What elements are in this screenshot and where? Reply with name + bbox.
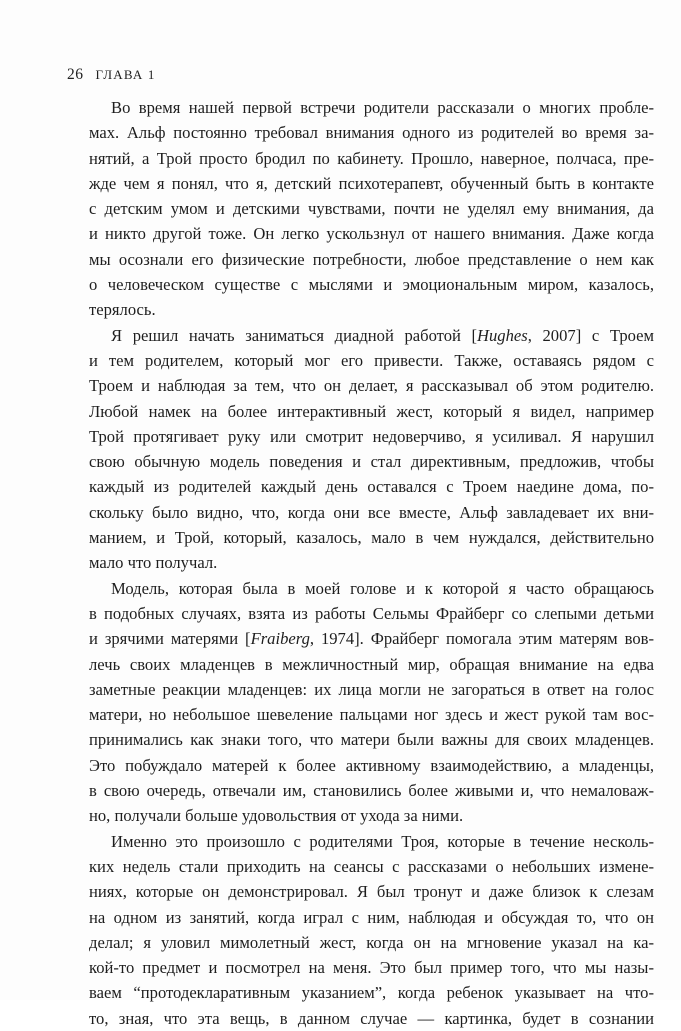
text-line: с детским умом и детскими чувствами, почти не уделял ему внимания, да bbox=[89, 199, 654, 219]
text-line: мало что получал. bbox=[89, 553, 218, 573]
text-line: Именно это произошло с родителями Троя, которые в течение несколь- bbox=[111, 831, 654, 851]
text-line: Во время нашей первой встречи родители рассказали о многих пробле- bbox=[111, 98, 654, 117]
paragraph bbox=[89, 323, 654, 576]
text-line: принимались как знаки того, что матери были важны для своих младенцев. bbox=[89, 730, 654, 750]
text-line: каждый из родителей каждый день оставался с Троем наедине дома, по- bbox=[89, 477, 654, 497]
text-line: кой-то предмет и посмотрел на меня. Это был пример того, что мы назы- bbox=[89, 958, 654, 978]
text-line: терялось. bbox=[89, 300, 156, 320]
text-line: делал; я уловил мимолетный жест, когда он на мгновение указал на ка- bbox=[89, 932, 654, 952]
text-line: и тем родителем, который мог его привести. Также, оставаясь рядом с bbox=[89, 350, 654, 370]
text-line: Это побуждало матерей к более активному взаимодействию, а младенцы, bbox=[89, 755, 654, 775]
paragraph bbox=[89, 829, 654, 1031]
text-line: нятий, а Трой просто бродил по кабинету. Прошло, наверное, полчаса, пре- bbox=[89, 148, 654, 168]
text-line: Трой протягивает руку или смотрит недоверчиво, я усиливал. Я нарушил bbox=[89, 426, 654, 446]
text-line: в подобных случаях, взята из работы Сельмы Фрайберг со слепыми детьми bbox=[89, 603, 654, 623]
paragraph bbox=[89, 95, 654, 323]
text-line: скольку было видно, что, когда они все вместе, Альф завладевает их вни- bbox=[89, 502, 654, 522]
paragraph bbox=[89, 576, 654, 829]
text-line: мы осознали его физические потребности, любое представление о нем как bbox=[89, 249, 654, 269]
text-line: на одном из занятий, когда играл с ним, наблюдая и обсуждая то, что он bbox=[89, 907, 654, 927]
text-line: и никто другой тоже. Он легко ускользнул от нашего внимания. Даже когда bbox=[89, 224, 654, 244]
running-head bbox=[67, 66, 156, 84]
text-line: Любой намек на более интерактивный жест, который я видел, например bbox=[89, 401, 654, 421]
text-line: но, получали больше удовольствия от ухода за ними. bbox=[89, 806, 464, 826]
text-line: Троем и наблюдая за тем, что он делает, я рассказывал об этом родителю. bbox=[89, 376, 654, 396]
text-line: ваем “протодекларативным указанием”, когда ребенок указывает на что- bbox=[89, 983, 654, 1003]
page-number: 26 bbox=[67, 66, 84, 83]
text-line: и зрячими матерями [Fraiberg, 1974]. Фрайберг помогала этим матерям вов- bbox=[89, 629, 654, 649]
text-line: Я решил начать заниматься диадной работой [Hughes, 2007] с Троем bbox=[111, 325, 654, 345]
text-line: матери, но небольшое шевеление пальцами ног здесь и жест рукой там вос- bbox=[89, 705, 654, 725]
text-line: в свою очередь, отвечали им, становились более живыми и, что немаловаж- bbox=[89, 781, 654, 801]
text-line: Модель, которая была в моей голове и к которой я часто обращаюсь bbox=[111, 578, 654, 598]
text-line: ких недель стали приходить на сеансы с рассказами о небольших измене- bbox=[89, 856, 654, 876]
text-line: лечь своих младенцев в межличностный мир, обращая внимание на едва bbox=[89, 654, 654, 674]
text-line: ниях, которые он демонстрировал. Я был тронут и даже близок к слезам bbox=[89, 882, 654, 902]
text-line: о человеческом существе с мыслями и эмоциональным миром, казалось, bbox=[89, 275, 654, 295]
text-line: заметные реакции младенцев: их лица могли не загораться в ответ на голос bbox=[89, 679, 654, 699]
text-line: то, зная, что эта вещь, в данном случае — картинка, будет в сознании bbox=[89, 1008, 654, 1028]
text-line: манием, и Трой, который, казалось, мало в чем нуждался, действительно bbox=[89, 528, 654, 548]
body-text bbox=[89, 95, 654, 1031]
text-line: свою обычную модель поведения и стал директивным, предложив, чтобы bbox=[89, 452, 654, 472]
text-line: мах. Альф постоянно требовал внимания одного из родителей во время за- bbox=[89, 123, 654, 143]
chapter-label: ГЛАВА 1 bbox=[95, 67, 156, 82]
text-line: жде чем я понял, что я, детский психотерапевт, обученный быть в контакте bbox=[89, 173, 654, 193]
